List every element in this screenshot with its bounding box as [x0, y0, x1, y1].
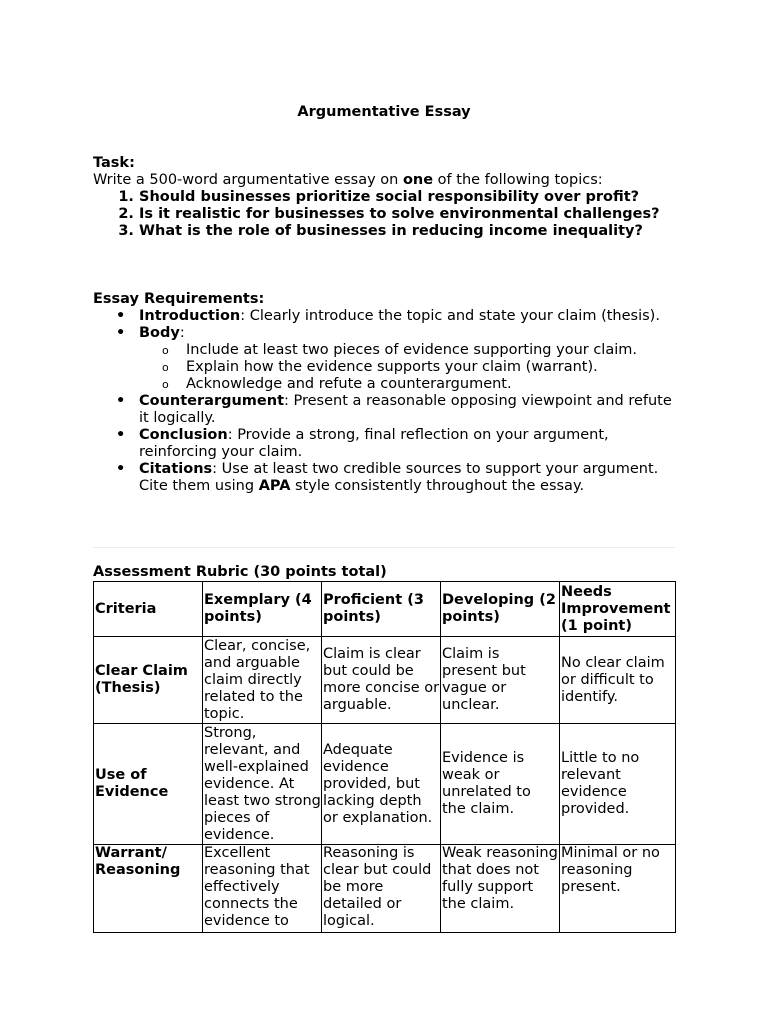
topic-list: [93, 189, 683, 240]
requirement-text-end: style consistently throughout the essay.: [290, 478, 585, 494]
requirement-text: : Provide a strong, final reflection on your argument, reinforcing your claim.: [139, 427, 609, 460]
rubric-cell: Clear, concise, and arguable claim directly related to the topic.: [203, 637, 322, 724]
task-intro-text: Write a 500-word argumentative essay on: [93, 172, 403, 188]
requirement-emphasis: APA: [258, 478, 291, 494]
topic-item: 3. What is the role of businesses in reducing income inequality?: [139, 223, 683, 240]
rubric-header-cell: Exemplary (4 points): [203, 582, 322, 637]
rubric-table: [93, 581, 676, 933]
rubric-cell: Reasoning is clear but could be more detailed or logical.: [322, 845, 441, 933]
requirement-conclusion: [139, 427, 683, 461]
requirement-label: Conclusion: [139, 427, 228, 443]
body-point: o Include at least two pieces of evidence supporting your claim.: [186, 342, 683, 359]
requirement-label: Counterargument: [139, 393, 284, 409]
rubric-criterion-cell: Clear Claim (Thesis): [94, 637, 203, 724]
task-intro: [93, 172, 683, 189]
body-point: o Explain how the evidence supports your claim (warrant).: [186, 359, 683, 376]
requirement-counterargument: [139, 393, 683, 427]
rubric-row: [94, 845, 676, 933]
rubric-cell: Excellent reasoning that effectively connects the evidence to: [203, 845, 322, 933]
requirement-citations: [139, 461, 683, 495]
rubric-cell: No clear claim or difficult to identify.: [560, 637, 676, 724]
rubric-title: Assessment Rubric (30 points total): [93, 564, 387, 580]
requirement-text: : Present a reasonable opposing viewpoint and refute it logically.: [139, 393, 672, 426]
rubric-cell: Minimal or no reasoning present.: [560, 845, 676, 933]
requirement-text: : Clearly introduce the topic and state your claim (thesis).: [240, 308, 660, 324]
topic-item: 1. Should businesses prioritize social responsibility over profit?: [139, 189, 683, 206]
body-points-list: [139, 342, 683, 393]
requirement-label: Introduction: [139, 308, 241, 324]
rubric-cell: Claim is clear but could be more concise or arguable.: [322, 637, 441, 724]
requirement-label: Body: [139, 325, 180, 341]
requirement-text: :: [179, 325, 185, 341]
rubric-cell: Adequate evidence provided, but lacking depth or explanation.: [322, 724, 441, 845]
rubric-header-cell: Developing (2 points): [441, 582, 560, 637]
rubric-criterion-cell: Use of Evidence: [94, 724, 203, 845]
rubric-cell: Strong, relevant, and well-explained evidence. At least two strong pieces of evidence.: [204, 724, 321, 843]
requirements-heading: Essay Requirements:: [93, 291, 265, 307]
document-title: Argumentative Essay: [297, 104, 471, 120]
requirement-text: : Use at least two credible sources to support your argument. Cite them using: [139, 461, 659, 494]
rubric-row: [94, 637, 676, 724]
task-heading: Task:: [93, 155, 135, 171]
rubric-header-cell: Proficient (3 points): [322, 582, 441, 637]
task-intro-emphasis: one: [402, 172, 434, 188]
rubric-cell: Weak reasoning that does not fully support the claim.: [441, 845, 560, 933]
rubric-cell: Claim is present but vague or unclear.: [441, 637, 560, 724]
requirement-body: [139, 325, 683, 393]
rubric-criterion-cell: Warrant/ Reasoning: [94, 845, 203, 933]
requirements-list: [93, 308, 683, 495]
section-divider: [93, 547, 675, 548]
task-section: [93, 155, 683, 240]
rubric-cell: Evidence is weak or unrelated to the claim.: [441, 724, 560, 845]
requirement-label: Citations: [139, 461, 213, 477]
requirements-section: [93, 291, 683, 495]
rubric-header-row: [94, 582, 676, 637]
rubric-header-cell: Criteria: [94, 582, 203, 637]
requirement-introduction: [139, 308, 683, 325]
rubric-header-cell: Needs Improvement (1 point): [560, 582, 676, 637]
task-intro-text-end: of the following topics:: [433, 172, 603, 188]
rubric-row: [94, 724, 676, 845]
body-point: o Acknowledge and refute a counterargument.: [186, 376, 683, 393]
topic-item: 2. Is it realistic for businesses to solve environmental challenges?: [139, 206, 683, 223]
rubric-cell: Little to no relevant evidence provided.: [560, 724, 676, 845]
